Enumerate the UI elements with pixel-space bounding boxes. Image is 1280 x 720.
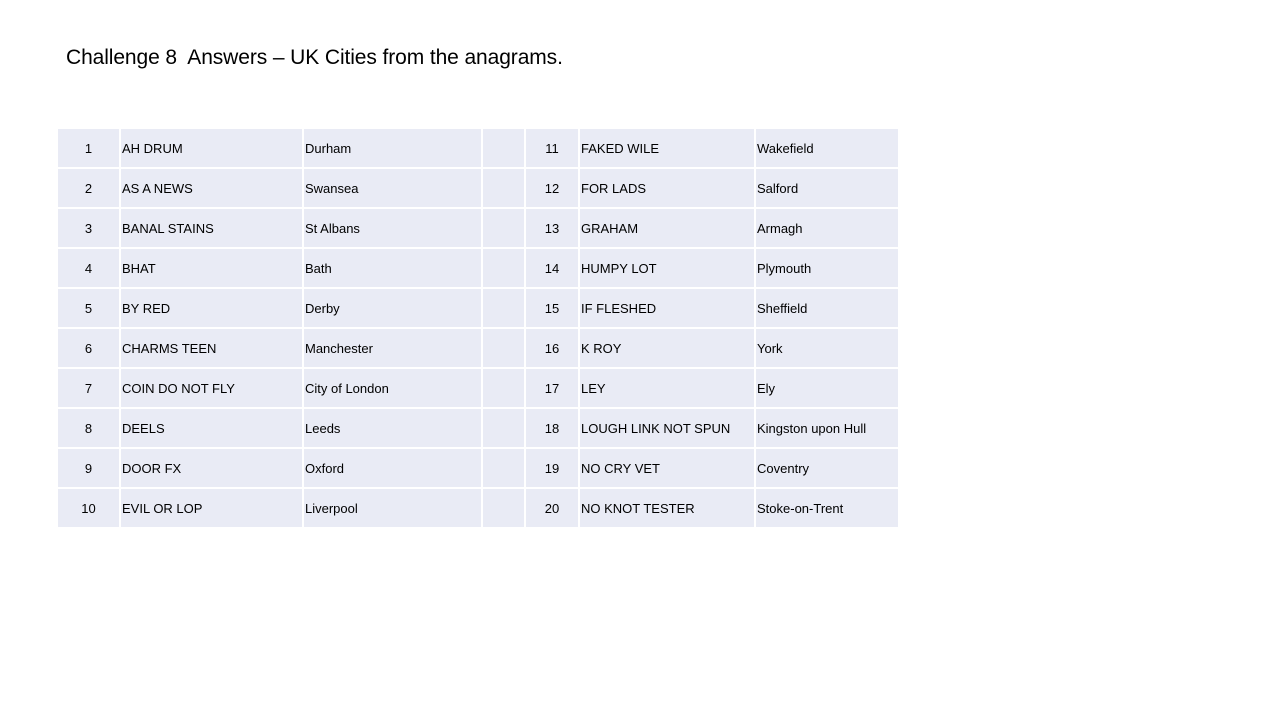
- right-answer-cell: Kingston upon Hull: [755, 408, 899, 448]
- left-number-cell: 8: [57, 408, 120, 448]
- right-anagram-cell: FAKED WILE: [579, 128, 755, 168]
- answers-table-body: [57, 128, 899, 528]
- answers-table: [56, 127, 900, 529]
- table-row: [57, 248, 899, 288]
- right-number-cell: 11: [525, 128, 579, 168]
- right-number-cell: 14: [525, 248, 579, 288]
- gap-cell: [482, 248, 525, 288]
- right-number-cell: 15: [525, 288, 579, 328]
- left-anagram-cell: BANAL STAINS: [120, 208, 303, 248]
- right-answer-cell: Plymouth: [755, 248, 899, 288]
- right-anagram-cell: LEY: [579, 368, 755, 408]
- table-row: [57, 328, 899, 368]
- table-row: [57, 168, 899, 208]
- right-answer-cell: Ely: [755, 368, 899, 408]
- right-number-cell: 17: [525, 368, 579, 408]
- left-number-cell: 9: [57, 448, 120, 488]
- left-number-cell: 7: [57, 368, 120, 408]
- right-number-cell: 20: [525, 488, 579, 528]
- table-row: [57, 448, 899, 488]
- left-answer-cell: City of London: [303, 368, 482, 408]
- right-anagram-cell: FOR LADS: [579, 168, 755, 208]
- left-anagram-cell: DEELS: [120, 408, 303, 448]
- left-anagram-cell: BHAT: [120, 248, 303, 288]
- left-anagram-cell: AS A NEWS: [120, 168, 303, 208]
- table-row: [57, 128, 899, 168]
- gap-cell: [482, 448, 525, 488]
- right-number-cell: 16: [525, 328, 579, 368]
- gap-cell: [482, 488, 525, 528]
- right-answer-cell: Stoke-on-Trent: [755, 488, 899, 528]
- left-answer-cell: Oxford: [303, 448, 482, 488]
- right-anagram-cell: K ROY: [579, 328, 755, 368]
- left-answer-cell: St Albans: [303, 208, 482, 248]
- gap-cell: [482, 128, 525, 168]
- left-anagram-cell: DOOR FX: [120, 448, 303, 488]
- right-anagram-cell: NO KNOT TESTER: [579, 488, 755, 528]
- right-anagram-cell: LOUGH LINK NOT SPUN: [579, 408, 755, 448]
- left-answer-cell: Manchester: [303, 328, 482, 368]
- right-anagram-cell: HUMPY LOT: [579, 248, 755, 288]
- left-answer-cell: Swansea: [303, 168, 482, 208]
- right-answer-cell: Armagh: [755, 208, 899, 248]
- left-anagram-cell: EVIL OR LOP: [120, 488, 303, 528]
- gap-cell: [482, 328, 525, 368]
- left-number-cell: 3: [57, 208, 120, 248]
- left-anagram-cell: BY RED: [120, 288, 303, 328]
- left-anagram-cell: AH DRUM: [120, 128, 303, 168]
- left-anagram-cell: CHARMS TEEN: [120, 328, 303, 368]
- table-row: [57, 368, 899, 408]
- left-number-cell: 10: [57, 488, 120, 528]
- left-anagram-cell: COIN DO NOT FLY: [120, 368, 303, 408]
- slide-title: Challenge 8 Answers – UK Cities from the anagrams.: [66, 46, 563, 69]
- left-answer-cell: Leeds: [303, 408, 482, 448]
- right-number-cell: 18: [525, 408, 579, 448]
- right-answer-cell: Coventry: [755, 448, 899, 488]
- gap-cell: [482, 408, 525, 448]
- right-anagram-cell: IF FLESHED: [579, 288, 755, 328]
- left-answer-cell: Liverpool: [303, 488, 482, 528]
- right-answer-cell: Salford: [755, 168, 899, 208]
- left-number-cell: 2: [57, 168, 120, 208]
- right-answer-cell: Wakefield: [755, 128, 899, 168]
- right-answer-cell: York: [755, 328, 899, 368]
- right-number-cell: 13: [525, 208, 579, 248]
- left-number-cell: 6: [57, 328, 120, 368]
- gap-cell: [482, 288, 525, 328]
- right-number-cell: 12: [525, 168, 579, 208]
- table-row: [57, 288, 899, 328]
- left-number-cell: 4: [57, 248, 120, 288]
- gap-cell: [482, 168, 525, 208]
- left-number-cell: 1: [57, 128, 120, 168]
- gap-cell: [482, 208, 525, 248]
- right-answer-cell: Sheffield: [755, 288, 899, 328]
- table-row: [57, 208, 899, 248]
- left-answer-cell: Durham: [303, 128, 482, 168]
- left-answer-cell: Derby: [303, 288, 482, 328]
- right-number-cell: 19: [525, 448, 579, 488]
- left-answer-cell: Bath: [303, 248, 482, 288]
- table-row: [57, 488, 899, 528]
- right-anagram-cell: GRAHAM: [579, 208, 755, 248]
- table-row: [57, 408, 899, 448]
- gap-cell: [482, 368, 525, 408]
- right-anagram-cell: NO CRY VET: [579, 448, 755, 488]
- left-number-cell: 5: [57, 288, 120, 328]
